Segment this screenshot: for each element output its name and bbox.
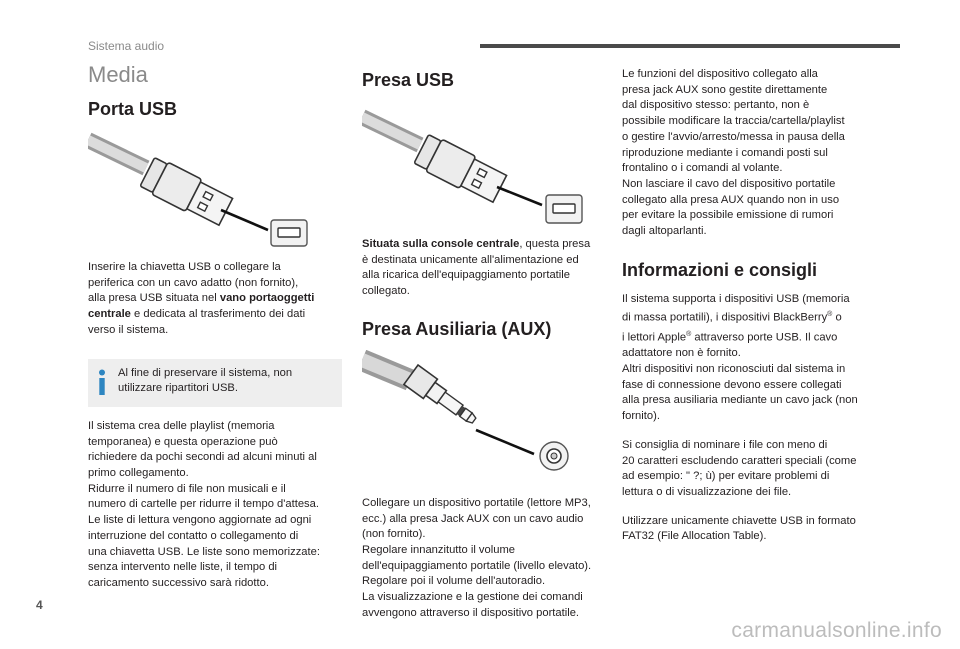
page-number: 4 <box>36 598 43 612</box>
heading-presa-usb: Presa USB <box>362 70 455 90</box>
info-icon <box>98 369 106 395</box>
fat32-paragraph: Utilizzare unicamente chiavette USB in formato FAT32 (File Allocation Table). <box>622 514 856 543</box>
aux-paragraph: Collegare un dispositivo portatile (lettore MP3, ecc.) alla presa Jack AUX con un cavo audio (non fornito). Regolare innanzitutto il volume dell'equipaggiamento portatile (livello elevato). Regolare poi il volume dell'autoradio. La visualizzazione e la gestione dei comandi avvengono attraverso il dispositivo portatile. <box>362 496 592 619</box>
column-informazioni <box>622 62 894 545</box>
usb-socket-illustration <box>362 99 614 229</box>
usb-cable-illustration <box>88 126 342 252</box>
playlist-paragraph: Il sistema crea delle playlist (memoria temporanea) e questa operazione può richiedere da pochi secondi ad alcuni minuti al primo collegamento. Ridurre il numero di file non musicali e il numero di cartelle per ridurre il tempo d'attesa. Le liste di lettura vengono aggiornate ad ogni interruzione del contatto o collegamento di una chiavetta USB. Le liste sono memorizzate: senza intervento nelle liste, il tempo di caricamento successivo sarà ridotto. <box>88 419 320 589</box>
usb-port-paragraph: Inserire la chiavetta USB o collegare la periferica con un cavo adatto (non fornito), alla presa USB situata nel vano portaoggetti centrale e dedicata al trasferimento dei dati verso il sistema. <box>88 261 315 336</box>
aux-jack-illustration <box>362 350 614 476</box>
heading-presa-aux: Presa Ausiliaria (AUX) <box>362 318 552 339</box>
supported-devices-paragraph: Il sistema supporta i dispositivi USB (memoria di massa portatili), i dispositivi BlackBerry® o i lettori Apple® attraverso porte USB. Il cavo adattatore non è fornito. Altri dispositivi non riconosciuti dal sistema in fase di connessione devono essere collegati alla presa ausiliaria mediante un cavo jack (non fornito). <box>622 292 858 423</box>
note-box <box>88 359 342 407</box>
watermark-text: carmanualsonline.info <box>731 619 942 642</box>
heading-porta-usb: Porta USB <box>88 99 178 119</box>
filename-advice-paragraph: Si consiglia di nominare i file con meno di 20 caratteri escludendo caratteri speciali (come ad esempio: " ?; ù) per evitare problemi di lettura o di visualizzazione dei file. <box>622 438 857 498</box>
aux-functions-paragraph: Le funzioni del dispositivo collegato alla presa jack AUX sono gestite direttamente dal dispositivo stesso: pertanto, non è possibile modificare la traccia/cartella/playlist o gestire l'avvio/arresto/messa in pausa della riproduzione mediante i comandi posti sul frontalino o i comandi al volante. Non lasciare il cavo del dispositivo portatile collegato alla presa AUX quando non in uso per evitare la possibile emissione di rumori dagli altoparlanti. <box>622 68 845 238</box>
note-text: Al fine di preservare il sistema, non utilizzare ripartitori USB. <box>118 366 293 395</box>
header-section-label: Sistema audio <box>88 39 165 53</box>
header-divider-bar <box>480 44 900 48</box>
section-title-media: Media <box>88 62 148 87</box>
presa-usb-paragraph: Situata sulla console centrale, questa presa è destinata unicamente all'alimentazione ed alla ricarica dell'equipaggiamento portatile collegato. <box>362 238 591 298</box>
column-media <box>88 62 342 592</box>
heading-informazioni-consigli: Informazioni e consigli <box>622 259 818 280</box>
column-presa-usb <box>362 62 614 621</box>
